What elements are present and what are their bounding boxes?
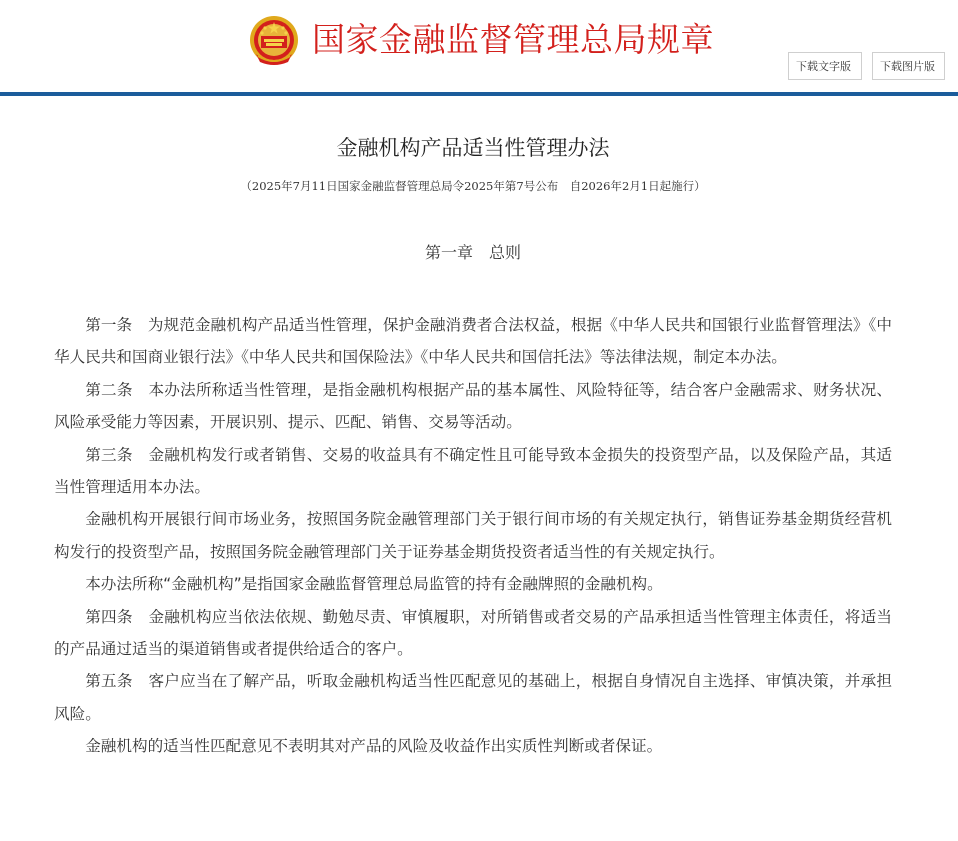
site-header — [0, 0, 958, 92]
download-image-version-button[interactable]: 下载图片版 — [872, 52, 945, 80]
site-title: 国家金融监督管理总局规章 — [312, 20, 714, 59]
document-subtitle: （2025年7月11日国家金融监督管理总局令2025年第7号公布 自2026年2月1日起施行） — [240, 179, 706, 193]
document-body — [54, 309, 892, 763]
paragraph: 第一条 为规范金融机构产品适当性管理，保护金融消费者合法权益，根据《中华人民共和国银行业监督管理法》《中华人民共和国商业银行法》《中华人民共和国保险法》《中华人民共和国信托法》等法律法规，制定本办法。 — [54, 316, 892, 367]
national-emblem-icon — [248, 14, 300, 68]
document-title: 金融机构产品适当性管理办法 — [336, 136, 610, 160]
paragraph: 本办法所称“金融机构”是指国家金融监督管理总局监管的持有金融牌照的金融机构。 — [85, 575, 663, 594]
paragraph: 第五条 客户应当在了解产品，听取金融机构适当性匹配意见的基础上，根据自身情况自主选择、审慎决策，并承担风险。 — [54, 672, 892, 723]
paragraph: 第四条 金融机构应当依法依规、勤勉尽责、审慎履职，对所销售或者交易的产品承担适当性管理主体责任，将适当的产品通过适当的渠道销售或者提供给适合的客户。 — [54, 607, 892, 659]
header-divider — [0, 92, 958, 96]
download-text-version-button[interactable]: 下载文字版 — [788, 52, 862, 80]
paragraph: 第三条 金融机构发行或者销售、交易的收益具有不确定性且可能导致本金损失的投资型产品，以及保险产品，其适当性管理适用本办法。 — [54, 445, 892, 497]
paragraph: 金融机构开展银行间市场业务，按照国务院金融管理部门关于银行间市场的有关规定执行，销售证券基金期货经营机构发行的投资型产品，按照国务院金融管理部门关于证券基金期货投资者适当性的有关规定执行。 — [54, 510, 892, 561]
paragraph: 第二条 本办法所称适当性管理，是指金融机构根据产品的基本属性、风险特征等，结合客户金融需求、财务状况、风险承受能力等因素，开展识别、提示、匹配、销售、交易等活动。 — [54, 380, 892, 432]
chapter-heading: 第一章 总则 — [424, 243, 521, 262]
paragraph: 金融机构的适当性匹配意见不表明其对产品的风险及收益作出实质性判断或者保证。 — [85, 737, 663, 756]
